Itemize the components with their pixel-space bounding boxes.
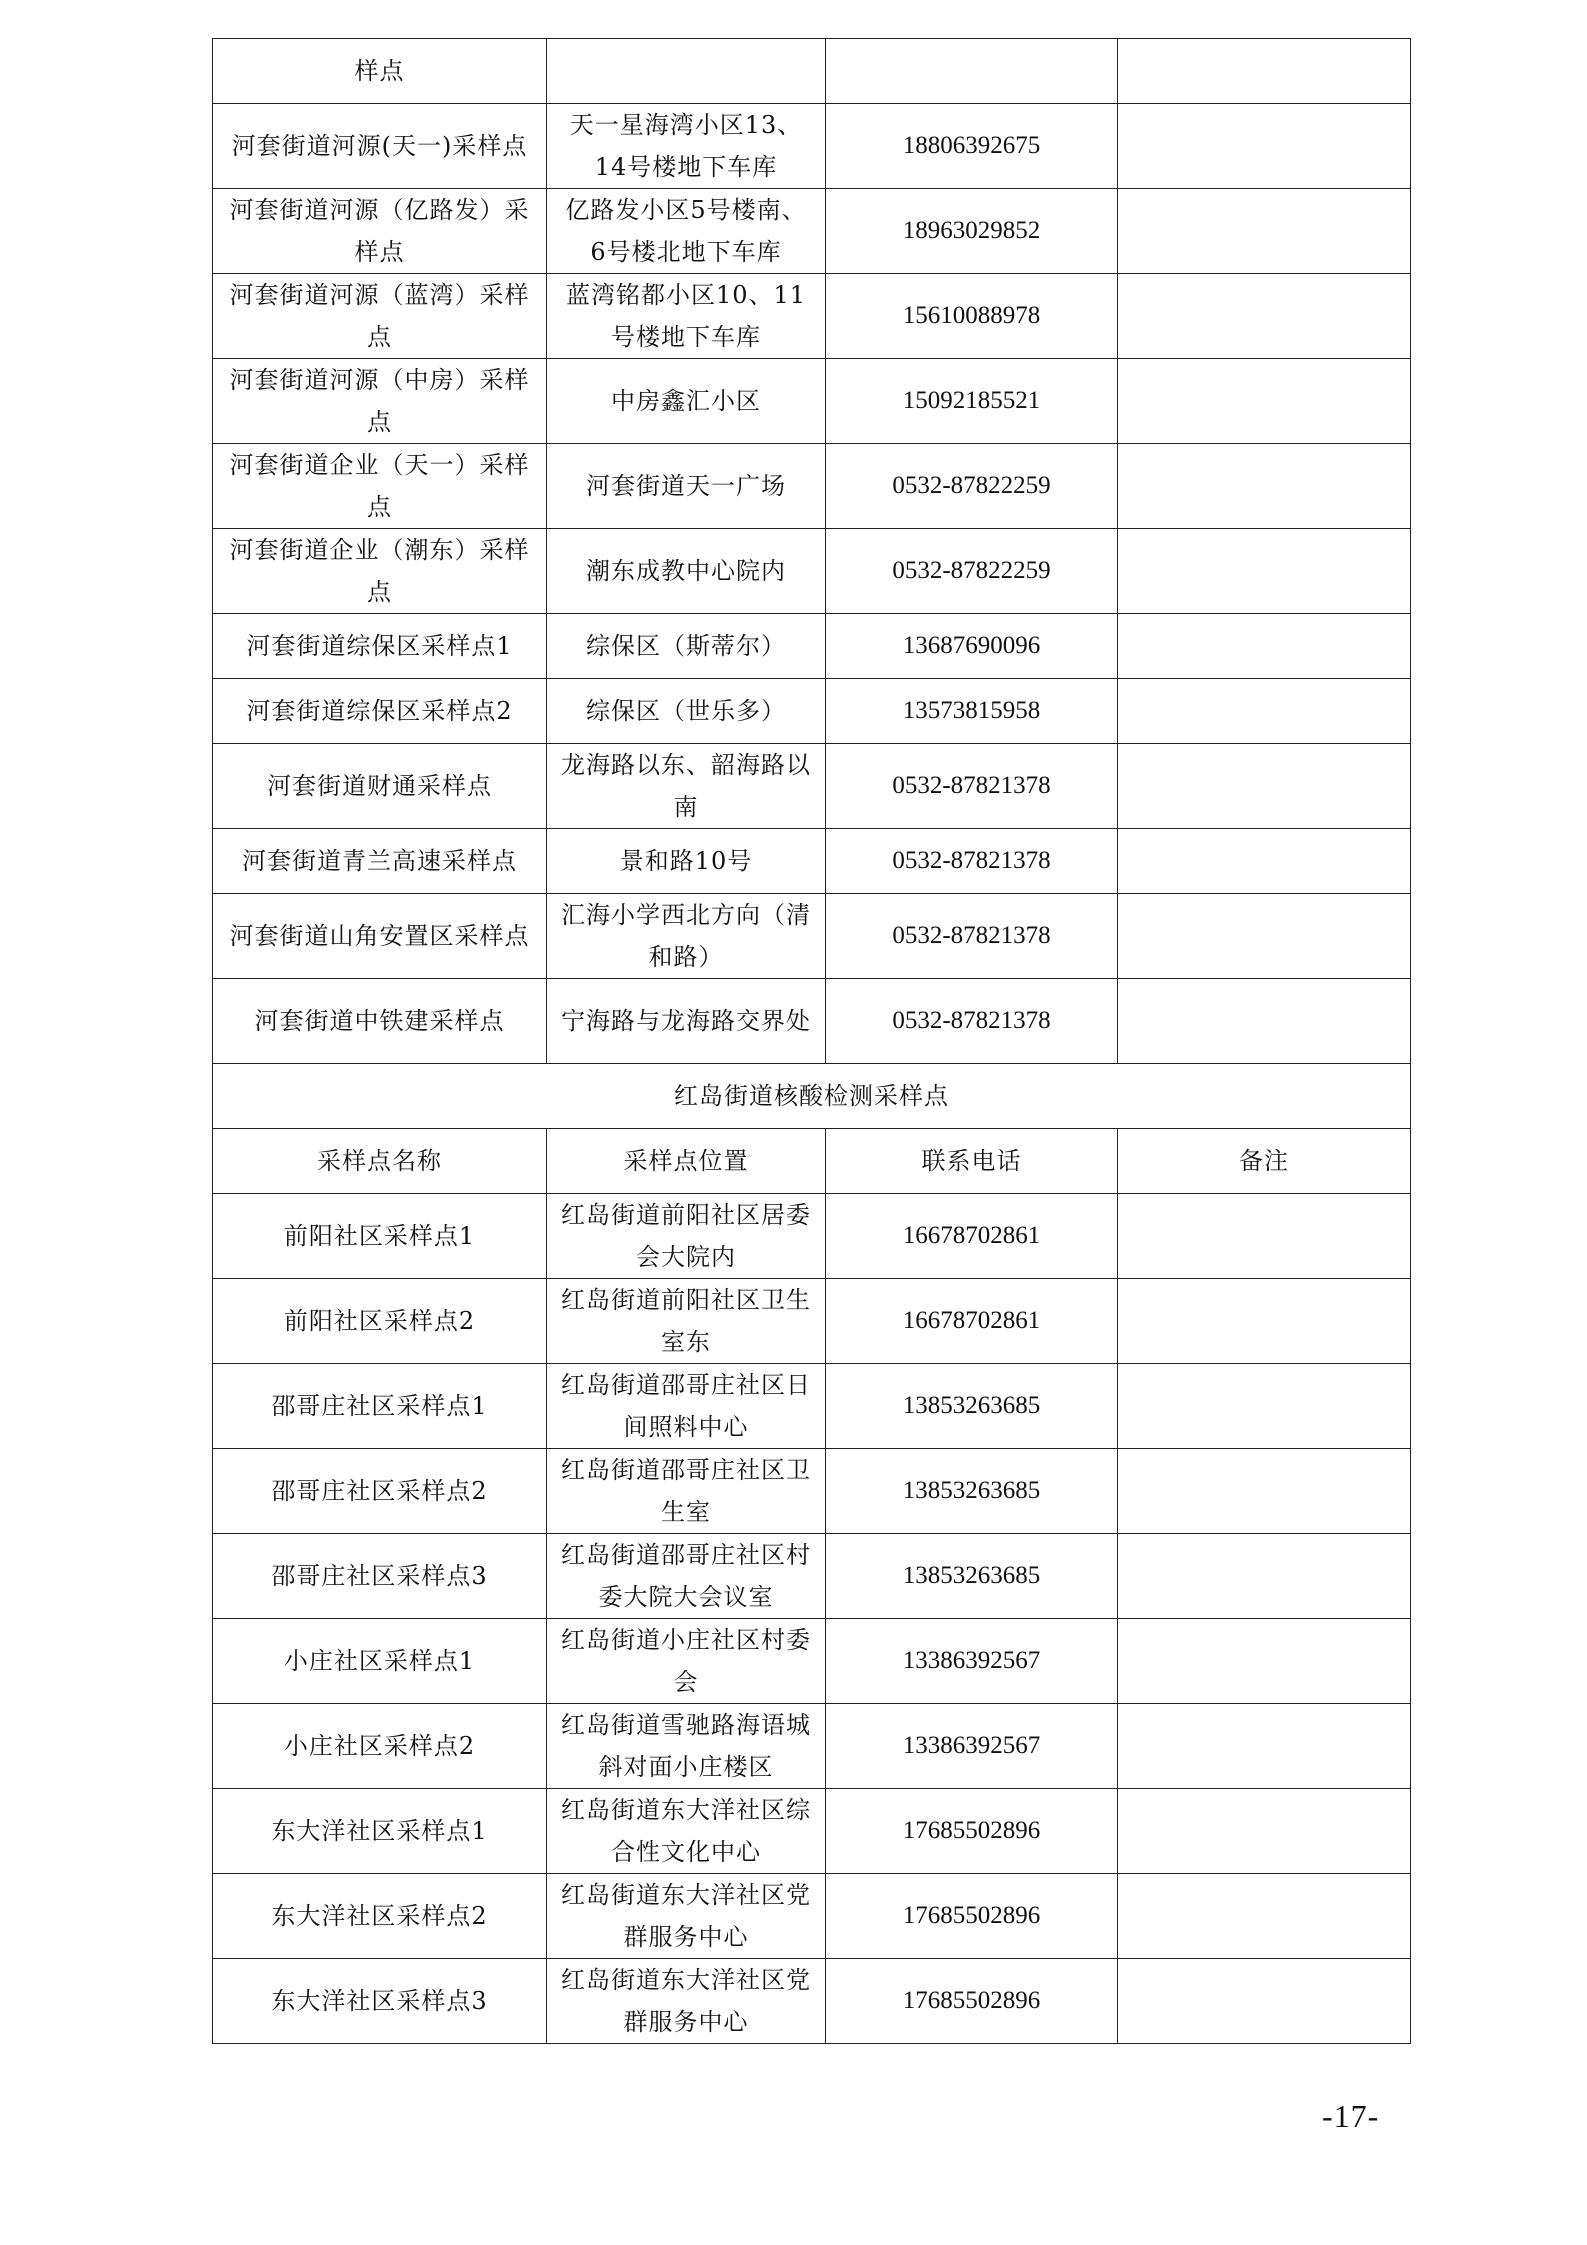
header-name: 采样点名称 bbox=[213, 1129, 547, 1194]
header-row bbox=[213, 1129, 1411, 1194]
table-row bbox=[213, 744, 1411, 829]
cell-phone: 17685502896 bbox=[826, 1959, 1118, 2044]
table-body bbox=[213, 39, 1411, 2044]
page-number: -17- bbox=[1322, 2098, 1380, 2134]
cell-phone: 13573815958 bbox=[826, 679, 1118, 744]
cell-phone: 0532-87821378 bbox=[826, 979, 1118, 1064]
cell-phone: 15092185521 bbox=[826, 359, 1118, 444]
cell-note bbox=[1118, 1619, 1411, 1704]
cell-note bbox=[1118, 1874, 1411, 1959]
cell-phone: 0532-87821378 bbox=[826, 829, 1118, 894]
table-row bbox=[213, 1619, 1411, 1704]
cell-phone: 0532-87822259 bbox=[826, 444, 1118, 529]
cell-location: 红岛街道邵哥庄社区村委大院大会议室 bbox=[547, 1534, 826, 1619]
table-row bbox=[213, 1364, 1411, 1449]
cell-phone: 13853263685 bbox=[826, 1534, 1118, 1619]
cell-note bbox=[1118, 1279, 1411, 1364]
cell-location: 河套街道天一广场 bbox=[547, 444, 826, 529]
table-row bbox=[213, 979, 1411, 1064]
cell-name: 邵哥庄社区采样点1 bbox=[213, 1364, 547, 1449]
header-location: 采样点位置 bbox=[547, 1129, 826, 1194]
table-row bbox=[213, 359, 1411, 444]
cell-note bbox=[1118, 189, 1411, 274]
cell-phone: 0532-87821378 bbox=[826, 744, 1118, 829]
cell-name: 河套街道财通采样点 bbox=[213, 744, 547, 829]
table-row bbox=[213, 894, 1411, 979]
cell-phone: 13687690096 bbox=[826, 614, 1118, 679]
cell-phone: 13386392567 bbox=[826, 1704, 1118, 1789]
cell-phone: 0532-87822259 bbox=[826, 529, 1118, 614]
cell-location: 汇海小学西北方向（清和路） bbox=[547, 894, 826, 979]
cell-phone: 17685502896 bbox=[826, 1789, 1118, 1874]
cell-location: 红岛街道雪驰路海语城斜对面小庄楼区 bbox=[547, 1704, 826, 1789]
table-row bbox=[213, 104, 1411, 189]
cell-name: 河套街道河源（蓝湾）采样点 bbox=[213, 274, 547, 359]
table-row bbox=[213, 679, 1411, 744]
table-row bbox=[213, 529, 1411, 614]
cell-location: 景和路10号 bbox=[547, 829, 826, 894]
table-row bbox=[213, 1194, 1411, 1279]
table-row bbox=[213, 1874, 1411, 1959]
cell-name: 河套街道综保区采样点1 bbox=[213, 614, 547, 679]
cell-name: 河套街道河源（亿路发）采样点 bbox=[213, 189, 547, 274]
cell-note bbox=[1118, 104, 1411, 189]
cell-name: 邵哥庄社区采样点3 bbox=[213, 1534, 547, 1619]
cell-phone: 0532-87821378 bbox=[826, 894, 1118, 979]
cell-name: 样点 bbox=[213, 39, 547, 104]
cell-note bbox=[1118, 444, 1411, 529]
cell-name: 邵哥庄社区采样点2 bbox=[213, 1449, 547, 1534]
cell-name: 河套街道河源(天一)采样点 bbox=[213, 104, 547, 189]
cell-location: 中房鑫汇小区 bbox=[547, 359, 826, 444]
cell-note bbox=[1118, 614, 1411, 679]
section-title: 红岛街道核酸检测采样点 bbox=[213, 1064, 1411, 1129]
table-row bbox=[213, 1789, 1411, 1874]
cell-location: 红岛街道邵哥庄社区日间照料中心 bbox=[547, 1364, 826, 1449]
table-row bbox=[213, 1534, 1411, 1619]
cell-note bbox=[1118, 979, 1411, 1064]
cell-location: 综保区（世乐多） bbox=[547, 679, 826, 744]
cell-name: 河套街道河源（中房）采样点 bbox=[213, 359, 547, 444]
cell-note bbox=[1118, 679, 1411, 744]
cell-note bbox=[1118, 1704, 1411, 1789]
cell-name: 东大洋社区采样点3 bbox=[213, 1959, 547, 2044]
cell-phone: 16678702861 bbox=[826, 1279, 1118, 1364]
cell-note bbox=[1118, 744, 1411, 829]
cell-note bbox=[1118, 894, 1411, 979]
cell-phone: 13853263685 bbox=[826, 1449, 1118, 1534]
section-title-row bbox=[213, 1064, 1411, 1129]
cell-location: 红岛街道东大洋社区党群服务中心 bbox=[547, 1959, 826, 2044]
table-row bbox=[213, 1704, 1411, 1789]
cell-name: 河套街道企业（天一）采样点 bbox=[213, 444, 547, 529]
cell-note bbox=[1118, 39, 1411, 104]
cell-phone bbox=[826, 39, 1118, 104]
cell-name: 河套街道青兰高速采样点 bbox=[213, 829, 547, 894]
cell-phone: 16678702861 bbox=[826, 1194, 1118, 1279]
cell-location: 天一星海湾小区13、14号楼地下车库 bbox=[547, 104, 826, 189]
cell-location: 红岛街道小庄社区村委会 bbox=[547, 1619, 826, 1704]
cell-location: 蓝湾铭都小区10、11号楼地下车库 bbox=[547, 274, 826, 359]
cell-note bbox=[1118, 1449, 1411, 1534]
cell-location: 潮东成教中心院内 bbox=[547, 529, 826, 614]
table-row bbox=[213, 614, 1411, 679]
cell-note bbox=[1118, 1194, 1411, 1279]
header-phone: 联系电话 bbox=[826, 1129, 1118, 1194]
table-row bbox=[213, 189, 1411, 274]
cell-name: 前阳社区采样点1 bbox=[213, 1194, 547, 1279]
cell-note bbox=[1118, 1789, 1411, 1874]
cell-location: 红岛街道前阳社区卫生室东 bbox=[547, 1279, 826, 1364]
cell-name: 东大洋社区采样点1 bbox=[213, 1789, 547, 1874]
cell-phone: 13853263685 bbox=[826, 1364, 1118, 1449]
header-note: 备注 bbox=[1118, 1129, 1411, 1194]
table-row bbox=[213, 274, 1411, 359]
table-row bbox=[213, 444, 1411, 529]
cell-name: 河套街道企业（潮东）采样点 bbox=[213, 529, 547, 614]
cell-phone: 18963029852 bbox=[826, 189, 1118, 274]
cell-name: 小庄社区采样点2 bbox=[213, 1704, 547, 1789]
cell-name: 河套街道综保区采样点2 bbox=[213, 679, 547, 744]
cell-note bbox=[1118, 1364, 1411, 1449]
cell-phone: 13386392567 bbox=[826, 1619, 1118, 1704]
table-row bbox=[213, 1959, 1411, 2044]
table-row bbox=[213, 1279, 1411, 1364]
sampling-points-table bbox=[212, 38, 1411, 2044]
cell-phone: 17685502896 bbox=[826, 1874, 1118, 1959]
cell-note bbox=[1118, 274, 1411, 359]
cell-phone: 18806392675 bbox=[826, 104, 1118, 189]
table-row bbox=[213, 829, 1411, 894]
cell-location: 红岛街道东大洋社区党群服务中心 bbox=[547, 1874, 826, 1959]
cell-note bbox=[1118, 829, 1411, 894]
cell-name: 河套街道山角安置区采样点 bbox=[213, 894, 547, 979]
cell-note bbox=[1118, 359, 1411, 444]
cell-location: 综保区（斯蒂尔） bbox=[547, 614, 826, 679]
cell-name: 东大洋社区采样点2 bbox=[213, 1874, 547, 1959]
cell-note bbox=[1118, 1534, 1411, 1619]
cell-name: 小庄社区采样点1 bbox=[213, 1619, 547, 1704]
cell-location bbox=[547, 39, 826, 104]
cell-location: 宁海路与龙海路交界处 bbox=[547, 979, 826, 1064]
cell-note bbox=[1118, 529, 1411, 614]
table-row bbox=[213, 39, 1411, 104]
cell-location: 红岛街道东大洋社区综合性文化中心 bbox=[547, 1789, 826, 1874]
table-row bbox=[213, 1449, 1411, 1534]
cell-location: 亿路发小区5号楼南、6号楼北地下车库 bbox=[547, 189, 826, 274]
cell-location: 红岛街道前阳社区居委会大院内 bbox=[547, 1194, 826, 1279]
cell-note bbox=[1118, 1959, 1411, 2044]
cell-name: 河套街道中铁建采样点 bbox=[213, 979, 547, 1064]
cell-location: 红岛街道邵哥庄社区卫生室 bbox=[547, 1449, 826, 1534]
cell-phone: 15610088978 bbox=[826, 274, 1118, 359]
cell-location: 龙海路以东、韶海路以南 bbox=[547, 744, 826, 829]
cell-name: 前阳社区采样点2 bbox=[213, 1279, 547, 1364]
